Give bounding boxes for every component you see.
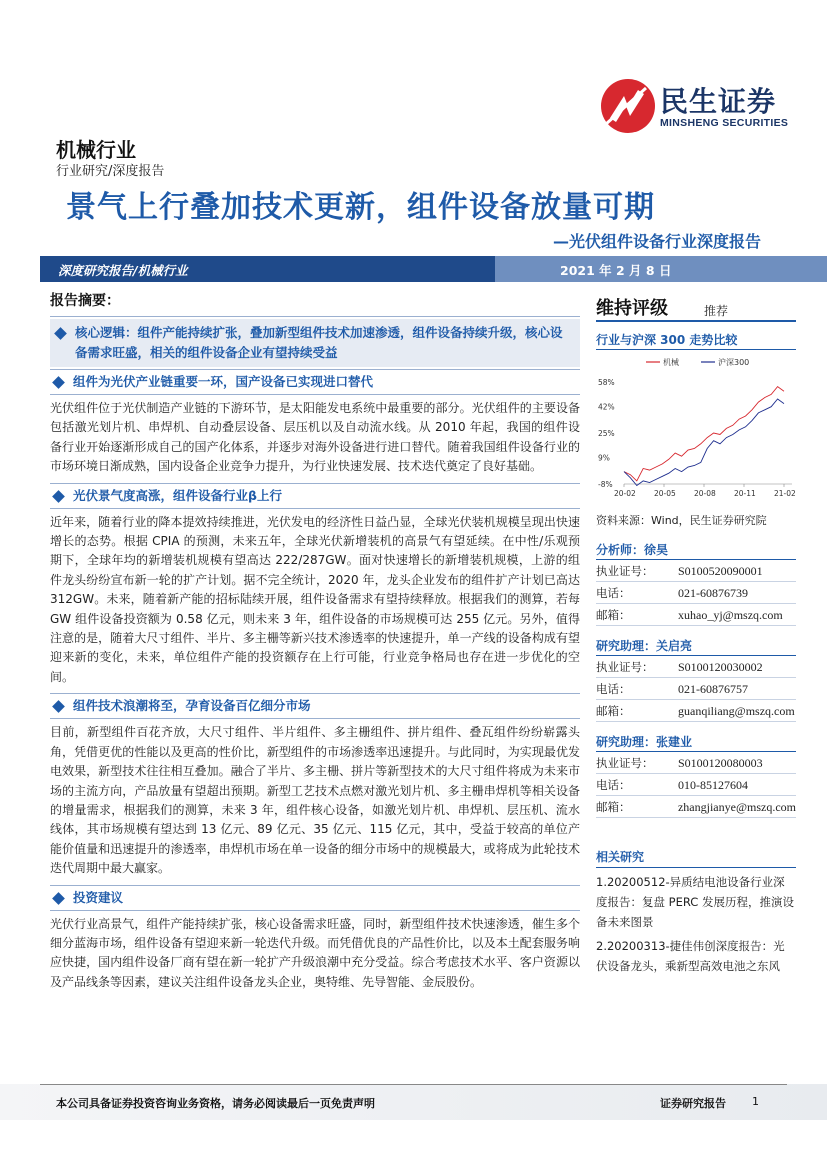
header-band [40, 256, 827, 282]
rating-box [596, 290, 796, 322]
series-line-沪深300 [624, 399, 784, 486]
info-row: 邮箱： zhangjianye@mszq.com [596, 796, 796, 818]
report-type: 行业研究/深度报告 [56, 164, 165, 179]
section-body: 目前，新型组件百花齐放，大尺寸组件、半片组件、多主栅组件、拼片组件、叠瓦组件纷纷崭露头角，凭借更优的性能以及更高的性价比，新型组件的市场渗透率迅速提升。与此同时，为实现最优发电效果，新型技术往往相互叠加。融合了半片、多主栅、拼片等新型技术的大尺寸组件将成为未来市场的主流方向，产品放量有望超出预期。新型工艺技术点燃对激光划片机、多主栅串焊机等相关设备的增量需求，根据我们的测算，未来 3 年，组件核心设备，如激光划片机、串焊机、层压机、流水线体，其市场规模有望达到 13 亿元、89 亿元、35 亿元、115 亿元，其中，受益于较高的单位产能价值量和迅速提升的渗透率，串焊机市场在单一设备的细分市场中的规模最大，或将成为此轮技术迭代周期中最大赢家。 [50, 725, 580, 876]
divider [50, 718, 580, 719]
info-row: 执业证号： S0100120080003 [596, 752, 796, 774]
divider [50, 693, 580, 694]
y-tick-label: 25% [598, 429, 615, 438]
related-report-link[interactable]: 2.20200313-捷佳伟创深度报告：光伏设备龙头，乘新型高效电池之东风 [596, 939, 785, 973]
diamond-bullet-icon [54, 327, 67, 340]
section-heading: 投资建议 [50, 888, 580, 908]
footer-disclaimer: 本公司具备证券投资咨询业务资格，请务必阅读最后一页免责声明 [56, 1097, 375, 1110]
divider [50, 508, 580, 509]
band-label: 深度研究报告/机械行业 [58, 263, 188, 278]
divider [50, 885, 580, 886]
y-tick-label: 9% [598, 453, 610, 463]
x-tick-label: 20-08 [694, 489, 716, 498]
diamond-bullet-icon [52, 490, 65, 503]
section-heading: 组件为光伏产业链重要一环，国产设备已实现进口替代 [50, 372, 580, 392]
x-tick-label: 20-02 [614, 489, 636, 498]
divider [50, 394, 580, 395]
report-subtitle: —光伏组件设备行业深度报告 [552, 232, 761, 251]
divider [50, 483, 580, 484]
y-tick-label: -8% [598, 480, 613, 489]
report-date: 2021 年 2 月 8 日 [560, 263, 672, 278]
y-tick-label: 58% [598, 378, 615, 387]
band-left [40, 256, 495, 282]
info-row: 电话： 021-60876757 [596, 678, 796, 700]
divider [50, 316, 580, 317]
chart-source: 资料来源：Wind，民生证券研究院 [596, 514, 767, 527]
info-row: 执业证号： S0100120030002 [596, 656, 796, 678]
brand-name-cn: 民生证券 [660, 85, 777, 118]
info-row: 电话： 021-60876739 [596, 582, 796, 604]
section-heading: 光伏景气度高涨，组件设备行业β上行 [50, 486, 580, 506]
related-heading: 相关研究 [596, 846, 796, 868]
summary-column [50, 314, 580, 998]
analyst-heading: 研究助理：关启亮 [596, 636, 796, 656]
sidebar [596, 290, 796, 976]
summary-title: 报告摘要： [50, 293, 120, 309]
footer-divider [40, 1084, 787, 1085]
legend-label: 沪深300 [718, 358, 750, 367]
divider [50, 369, 580, 370]
core-logic [50, 319, 580, 367]
info-row: 执业证号： S0100520090001 [596, 560, 796, 582]
info-row: 电话： 010-85127604 [596, 774, 796, 796]
divider [50, 910, 580, 911]
section-heading: 组件技术浪潮将至，孕育设备百亿细分市场 [50, 696, 580, 716]
info-row: 邮箱： xuhao_yj@mszq.com [596, 604, 796, 626]
report-title: 景气上行叠加技术更新，组件设备放量可期 [66, 190, 655, 225]
section-body: 光伏行业高景气，组件产能持续扩张，核心设备需求旺盛，同时，新型组件技术快速渗透，催生多个细分蓝海市场，组件设备有望迎来新一轮迭代升级。而凭借优良的产品性价比，以及本土配套服务响应快捷，国内组件设备厂商有望在新一轮扩产升级浪潮中充分受益。综合考虑技术水平、客户资源以及产品线条等因素，建议关注组件设备龙头企业，奥特维、先导智能、金辰股份。 [50, 916, 580, 989]
diamond-bullet-icon [52, 892, 65, 905]
diamond-bullet-icon [52, 376, 65, 389]
section-body: 光伏组件位于光伏制造产业链的下游环节，是太阳能发电系统中最重要的部分。光伏组件的主要设备包括激光划片机、串焊机、自动叠层设备、层压机以及自动流水线。从 2010 年起，我国的组件设备行业开始逐渐形成自己的国产化体系，并逐步对海外设备进行进口替代。随着我国组件设备行业的市场环境日渐成熟，国内设备企业竞争力提升，为行业快速发展、技术迭代奠定了良好基础。 [50, 401, 580, 474]
core-logic-text: 核心逻辑：组件产能持续扩张，叠加新型组件技术加速渗透，组件设备持续升级，核心设备需求旺盛，相关的组件设备企业有望持续受益 [75, 325, 563, 360]
series-line-机械 [624, 387, 784, 481]
trend-chart [596, 354, 796, 504]
rating-sub: 推荐 [704, 304, 729, 318]
brand-name-en: MINSHENG SECURITIES [660, 117, 789, 129]
section-body: 近年来，随着行业的降本提效持续推进，光伏发电的经济性日益凸显，全球光伏装机规模呈现出快速增长的态势。根据 CPIA 的预测，未来五年，全球光伏新增装机的高景气有望延续。在中性/乐观预期下，全球年均的新增装机规模有望高达 222/287GW。面对快速增长的新增装机规模，上游的组件龙头纷纷宣布新一轮的扩产计划。据不完全统计，2020 年，龙头企业发布的组件扩产计划已高达 312GW。未来，随着新产能的招标陆续开展，组件设备需求有望持续释放。根据我们的测算，若每 GW 组件设备投资额为 0.58 亿元，则未来 3 年，组件设备的市场规模可达 255 亿元。另外，值得注意的是，随着大尺寸组件、半片、多主栅等新兴技术渗透率的快速提升，单一产线的设备构成有望迎来新的变化，未来，单位组件产能的投资额存在上行可能，行业竞争格局也存在进一步优化的空间。 [50, 514, 580, 684]
diamond-bullet-icon [52, 700, 65, 713]
y-tick-label: 42% [598, 402, 615, 412]
x-tick-label: 20-05 [654, 489, 676, 498]
analyst-heading: 研究助理：张建业 [596, 732, 796, 752]
footer-type: 证券研究报告 [660, 1097, 726, 1110]
info-row: 邮箱： guanqiliang@mszq.com [596, 700, 796, 722]
rating-main: 维持评级 [596, 298, 668, 319]
x-tick-label: 21-02 [774, 489, 796, 498]
page-number: 1 [752, 1095, 759, 1108]
x-tick-label: 20-11 [734, 489, 756, 498]
industry-label: 机械行业 [56, 138, 136, 162]
related-report-link[interactable]: 1.20200512-异质结电池设备行业深度报告：复盘 PERC 发展历程，推演设备未来图景 [596, 875, 794, 929]
analyst-heading: 分析师：徐昊 [596, 540, 796, 560]
chart-title: 行业与沪深 300 走势比较 [596, 330, 796, 350]
legend-label: 机械 [663, 358, 679, 367]
